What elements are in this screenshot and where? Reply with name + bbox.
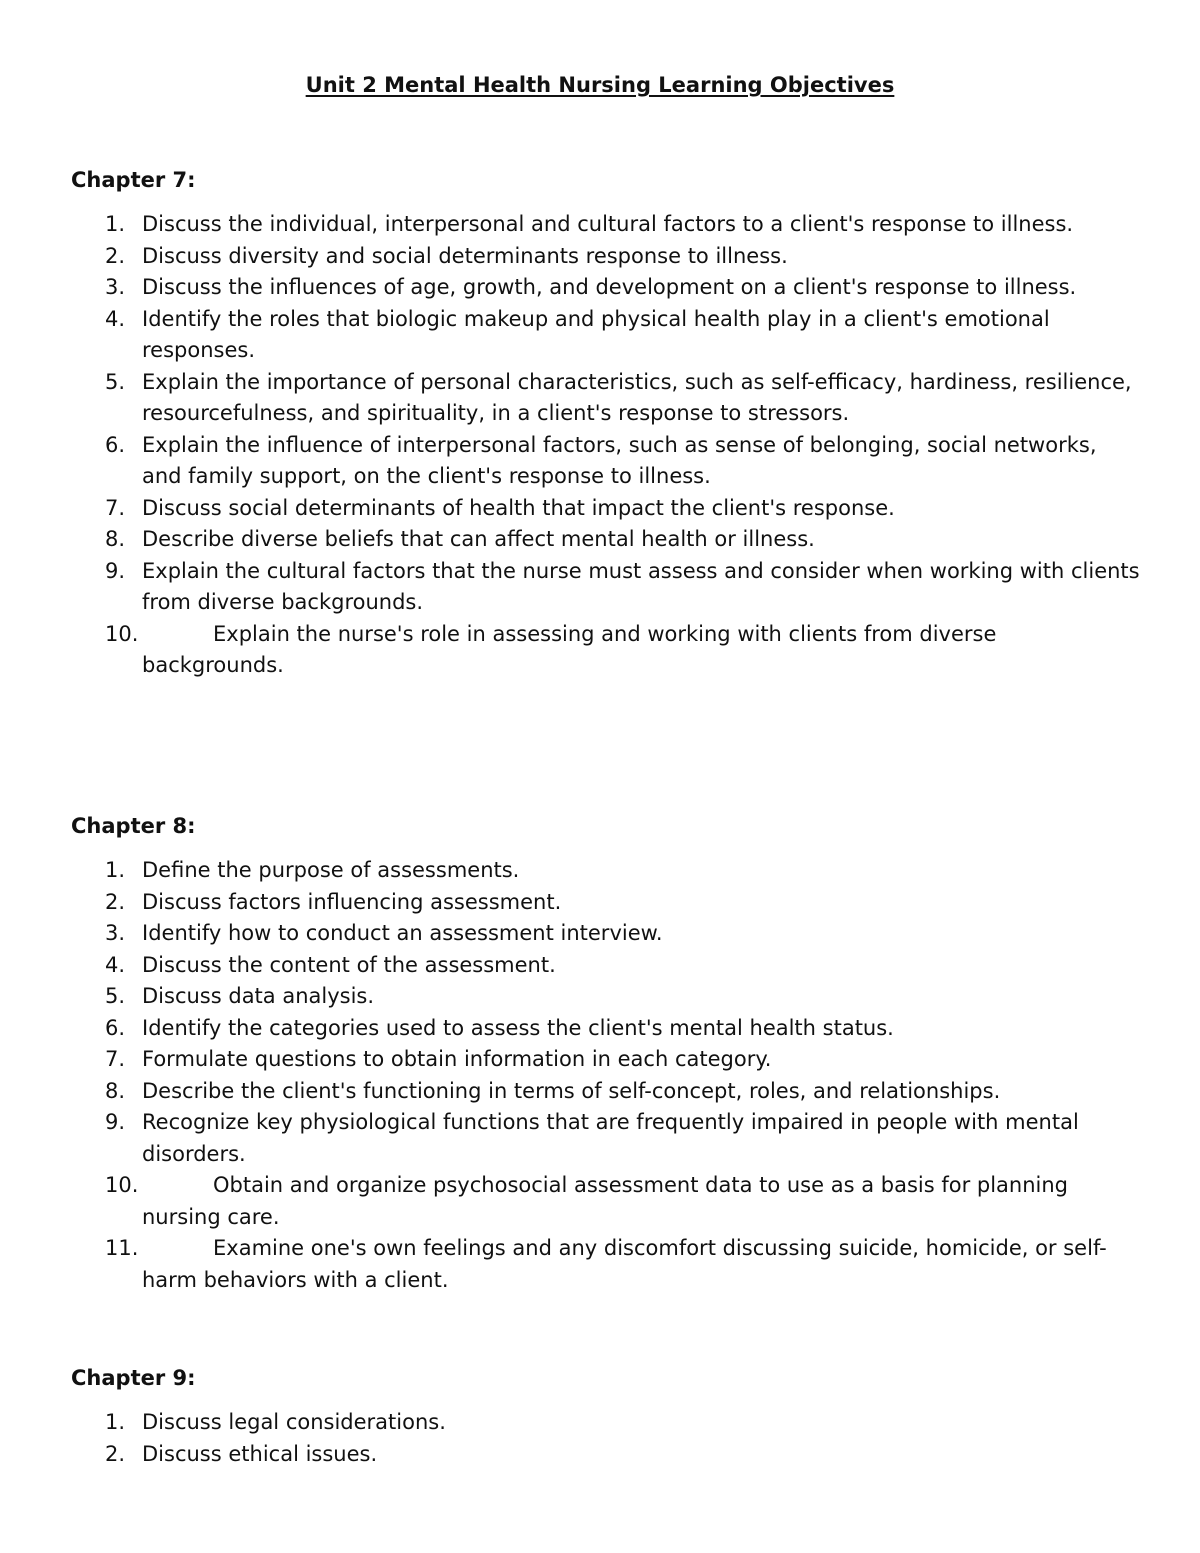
list-item — [71, 1170, 1141, 1233]
item-number: 1. — [105, 212, 126, 236]
item-number: 2. — [105, 889, 126, 914]
item-number: 8. — [105, 1078, 126, 1103]
list-item — [71, 367, 1141, 430]
list-item — [71, 1407, 1141, 1439]
item-number: 1. — [105, 858, 126, 882]
item-text: Discuss social determinants of health that impact the client's response. — [142, 495, 895, 520]
list-item — [71, 950, 1141, 982]
list-item — [71, 1013, 1141, 1045]
chapter-heading: Chapter 8: — [71, 814, 196, 838]
item-text: Describe diverse beliefs that can affect mental health or illness. — [142, 527, 815, 551]
item-text: Explain the importance of personal characteristics, such as self-efficacy, hardiness, resilience, resourcefulness, and spirituality, in a client's response to stressors. — [142, 369, 1132, 425]
list-item — [71, 524, 1141, 556]
item-number: 10. — [105, 1173, 139, 1197]
list-item — [71, 918, 1141, 950]
item-text: Discuss factors influencing assessment. — [142, 889, 562, 914]
item-text: Recognize key physiological functions that are frequently impaired in people with mental disorders. — [142, 1110, 1079, 1166]
chapter-9-section — [71, 1363, 1141, 1470]
item-text: Explain the nurse's role in assessing and working with clients from diverse backgrounds. — [142, 621, 997, 677]
item-text: Define the purpose of assessments. — [142, 858, 520, 882]
item-text: Discuss ethical issues. — [142, 1441, 378, 1466]
list-item — [71, 272, 1141, 304]
list-item — [71, 209, 1141, 241]
chapter-heading: Chapter 9: — [71, 1366, 196, 1390]
item-text: Examine one's own feelings and any discomfort discussing suicide, homicide, or self-harm behaviors with a client. — [142, 1236, 1107, 1292]
item-number: 9. — [105, 558, 126, 583]
list-item — [71, 1107, 1141, 1170]
item-number: 11. — [105, 1236, 139, 1260]
item-number: 2. — [105, 243, 126, 268]
list-item — [71, 981, 1141, 1013]
item-number: 7. — [105, 1047, 126, 1071]
list-item — [71, 493, 1141, 525]
item-text: Discuss legal considerations. — [142, 1410, 446, 1434]
item-text: Identify the roles that biologic makeup and physical health play in a client's emotional responses. — [142, 306, 1050, 362]
list-item — [71, 887, 1141, 919]
chapter-7-section — [71, 165, 1141, 682]
list-item — [71, 855, 1141, 887]
list-item — [71, 1044, 1141, 1076]
item-text: Discuss diversity and social determinants response to illness. — [142, 243, 788, 268]
item-text: Obtain and organize psychosocial assessment data to use as a basis for planning nursing care. — [142, 1173, 1069, 1229]
item-number: 8. — [105, 527, 126, 551]
list-item — [71, 1233, 1141, 1296]
item-number: 6. — [105, 432, 126, 457]
item-number: 3. — [105, 921, 126, 945]
item-text: Discuss data analysis. — [142, 984, 375, 1008]
document-title: Unit 2 Mental Health Nursing Learning Objectives — [305, 73, 895, 97]
item-number: 5. — [105, 984, 126, 1008]
list-item — [71, 556, 1141, 619]
item-number: 9. — [105, 1110, 126, 1134]
item-text: Explain the influence of interpersonal factors, such as sense of belonging, social networks, and family support, on the client's response to illness. — [142, 432, 1097, 488]
item-text: Formulate questions to obtain information in each category. — [142, 1047, 772, 1071]
list-item — [71, 619, 1141, 682]
list-item — [71, 1439, 1141, 1471]
item-number: 10. — [105, 621, 139, 646]
list-item — [71, 430, 1141, 493]
item-text: Identify how to conduct an assessment interview. — [142, 921, 663, 945]
item-number: 6. — [105, 1015, 126, 1040]
item-number: 1. — [105, 1410, 126, 1434]
item-number: 5. — [105, 369, 126, 394]
list-item — [71, 241, 1141, 273]
item-text: Identify the categories used to assess the client's mental health status. — [142, 1015, 894, 1040]
item-text: Discuss the individual, interpersonal and cultural factors to a client's response to illness. — [142, 212, 1074, 236]
item-text: Describe the client's functioning in terms of self-concept, roles, and relationships. — [142, 1078, 1001, 1103]
item-number: 4. — [105, 952, 126, 977]
item-number: 3. — [105, 275, 126, 299]
chapter-heading: Chapter 7: — [71, 168, 196, 192]
item-number: 4. — [105, 306, 126, 331]
item-number: 7. — [105, 495, 126, 520]
item-text: Discuss the content of the assessment. — [142, 952, 556, 977]
list-item — [71, 304, 1141, 367]
list-item — [71, 1076, 1141, 1108]
chapter-8-section — [71, 811, 1141, 1296]
item-text: Explain the cultural factors that the nurse must assess and consider when working with clients from diverse backgrounds. — [142, 558, 1140, 614]
item-number: 2. — [105, 1441, 126, 1466]
item-text: Discuss the influences of age, growth, and development on a client's response to illness. — [142, 275, 1077, 299]
